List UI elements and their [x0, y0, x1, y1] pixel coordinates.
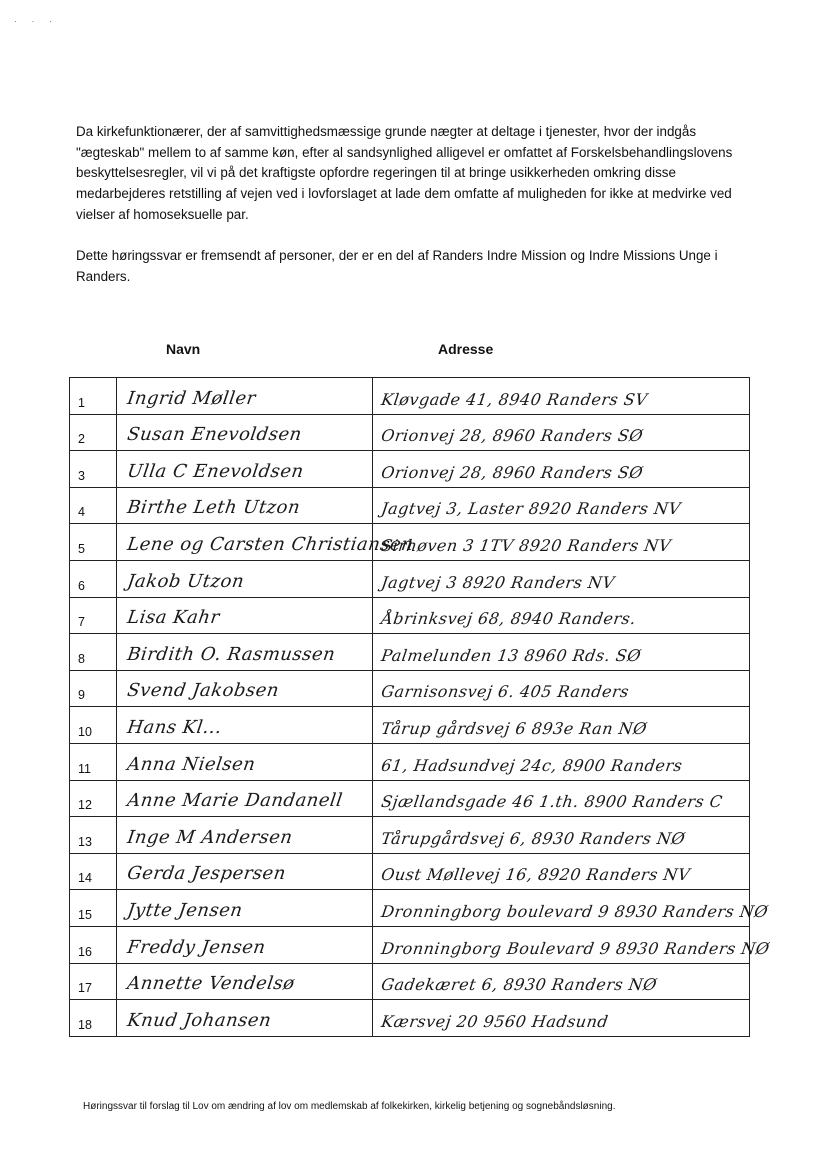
name-cell [117, 487, 373, 524]
row-number: 12 [70, 780, 117, 817]
row-number: 3 [70, 451, 117, 488]
handwritten-name: Birthe Leth Utzon [125, 497, 302, 519]
table-row [70, 487, 750, 524]
address-cell [373, 890, 770, 927]
row-number: 1 [70, 378, 117, 415]
row-number: 7 [70, 597, 117, 634]
row-number: 4 [70, 487, 117, 524]
handwritten-address: Tårup gårdsvej 6 893e Ran NØ [380, 718, 649, 738]
name-cell [117, 707, 373, 744]
name-cell [117, 926, 373, 963]
table-row [70, 524, 750, 561]
address-cell [373, 670, 750, 707]
handwritten-name: Gerda Jespersen [125, 863, 288, 885]
row-number: 17 [70, 963, 117, 1000]
address-cell [373, 560, 750, 597]
handwritten-name: Jakob Utzon [125, 570, 246, 592]
name-cell [117, 817, 373, 854]
handwritten-name: Ingrid Møller [125, 387, 258, 409]
row-number: 16 [70, 926, 117, 963]
handwritten-address: Orionvej 28, 8960 Randers SØ [380, 426, 645, 446]
name-cell [117, 963, 373, 1000]
address-cell [373, 817, 750, 854]
table-row [70, 414, 750, 451]
handwritten-address: 61, Hadsundvej 24c, 8900 Randers [380, 755, 684, 775]
table-row [70, 780, 750, 817]
table-row [70, 378, 750, 415]
name-cell [117, 378, 373, 415]
name-cell [117, 890, 373, 927]
handwritten-name: Jytte Jensen [125, 899, 244, 921]
table-row [70, 817, 750, 854]
handwritten-address: Kløvgade 41, 8940 Randers SV [380, 389, 649, 409]
table-row [70, 963, 750, 1000]
row-number: 2 [70, 414, 117, 451]
table-row [70, 926, 750, 963]
handwritten-address: Kærsvej 20 9560 Hadsund [380, 1011, 610, 1031]
handwritten-address: Sjællandsgade 46 1.th. 8900 Randers C [380, 792, 724, 812]
handwritten-address: Gadekæret 6, 8930 Randers NØ [380, 975, 659, 995]
table-row [70, 853, 750, 890]
name-cell [117, 743, 373, 780]
table-row [70, 634, 750, 671]
handwritten-name: Annette Vendelsø [125, 973, 297, 995]
handwritten-name: Ulla C Enevoldsen [125, 460, 306, 482]
name-cell [117, 780, 373, 817]
handwritten-name: Svend Jakobsen [125, 680, 281, 702]
row-number: 13 [70, 817, 117, 854]
handwritten-name: Knud Johansen [125, 1009, 273, 1031]
name-cell [117, 414, 373, 451]
column-header-name: Navn [166, 341, 201, 357]
table-row [70, 560, 750, 597]
handwritten-name: Anne Marie Dandanell [125, 790, 345, 812]
name-cell [117, 524, 415, 561]
table-row [70, 1000, 750, 1037]
address-cell [373, 451, 750, 488]
name-cell [117, 597, 373, 634]
handwritten-address: Dronningborg boulevard 9 8930 Randers NØ [380, 901, 770, 921]
name-cell [117, 670, 373, 707]
row-number: 5 [70, 524, 117, 561]
row-number: 15 [70, 890, 117, 927]
address-cell [373, 963, 750, 1000]
name-cell [117, 1000, 373, 1037]
address-cell [373, 378, 750, 415]
address-cell [373, 597, 750, 634]
address-cell [373, 487, 750, 524]
address-cell [373, 853, 750, 890]
handwritten-name: Inge M Andersen [125, 826, 294, 848]
row-number: 11 [70, 743, 117, 780]
handwritten-address: Orionvej 28, 8960 Randers SØ [380, 462, 645, 482]
name-cell [117, 853, 373, 890]
address-cell [373, 926, 771, 963]
handwritten-address: Dronningborg Boulevard 9 8930 Randers NØ [380, 938, 771, 958]
handwritten-name: Lisa Kahr [125, 607, 222, 629]
handwritten-name: Freddy Jensen [125, 936, 267, 958]
name-cell [117, 634, 373, 671]
table-row [70, 743, 750, 780]
address-cell [373, 524, 750, 561]
paragraph-conscience: Da kirkefunktionærer, der af samvittighedsmæssige grunde nægter at deltage i tjenester, hvor der indgås "ægteskab" mellem to af samme køn, efter al sandsynlighed alligevel er omfattet af Forskelsbehandlingslovens beskyttelsesregler, vil vi på det kraftigste opfordre regeringen til at bringe usikkerheden omkring disse medarbejderes retstilling af vejen ved i lovforslaget at lade dem omfatte af muligheden for ikke at medvirke ved vielser af homoseksuelle par. [76, 124, 733, 222]
table-row [70, 451, 750, 488]
row-number: 9 [70, 670, 117, 707]
handwritten-name: Birdith O. Rasmussen [125, 643, 337, 665]
handwritten-address: Oust Møllevej 16, 8920 Randers NV [380, 865, 692, 885]
footer-note: Høringssvar til forslag til Lov om ændring af lov om medlemskab af folkekirken, kirkelig betjening og sognebåndsløsning. [83, 1101, 616, 1112]
address-cell [373, 743, 750, 780]
table-row [70, 670, 750, 707]
signature-table [69, 377, 771, 1037]
address-cell [373, 707, 750, 744]
handwritten-address: Palmelunden 13 8960 Rds. SØ [380, 645, 643, 665]
name-cell [117, 451, 373, 488]
handwritten-address: Jagtvej 3 8920 Randers NV [380, 572, 616, 592]
table-row [70, 890, 750, 927]
row-number: 8 [70, 634, 117, 671]
row-number: 6 [70, 560, 117, 597]
handwritten-name: Susan Enevoldsen [125, 424, 304, 446]
handwritten-address: Garnisonsvej 6. 405 Randers [380, 682, 631, 702]
table-row [70, 597, 750, 634]
handwritten-address: Sirhøven 3 1TV 8920 Randers NV [380, 535, 673, 555]
address-cell [373, 414, 750, 451]
row-number: 14 [70, 853, 117, 890]
handwritten-address: Tårupgårdsvej 6, 8930 Randers NØ [380, 828, 687, 848]
handwritten-name: Anna Nielsen [125, 753, 257, 775]
name-cell [117, 560, 373, 597]
handwritten-name: Lene og Carsten Christiansen [125, 533, 415, 555]
address-cell [373, 634, 750, 671]
paragraph-submitters: Dette høringssvar er fremsendt af personer, der er en del af Randers Indre Mission og Indre Missions Unge i Randers. [76, 248, 718, 284]
address-cell [373, 1000, 750, 1037]
column-header-address: Adresse [438, 341, 494, 357]
table-row [70, 707, 750, 744]
scan-marks: · · · [14, 16, 58, 26]
row-number: 10 [70, 707, 117, 744]
handwritten-address: Åbrinksvej 68, 8940 Randers. [380, 609, 638, 629]
handwritten-address: Jagtvej 3, Laster 8920 Randers NV [380, 499, 682, 519]
address-cell [373, 780, 750, 817]
row-number: 18 [70, 1000, 117, 1037]
handwritten-name: Hans Kl... [125, 716, 224, 738]
